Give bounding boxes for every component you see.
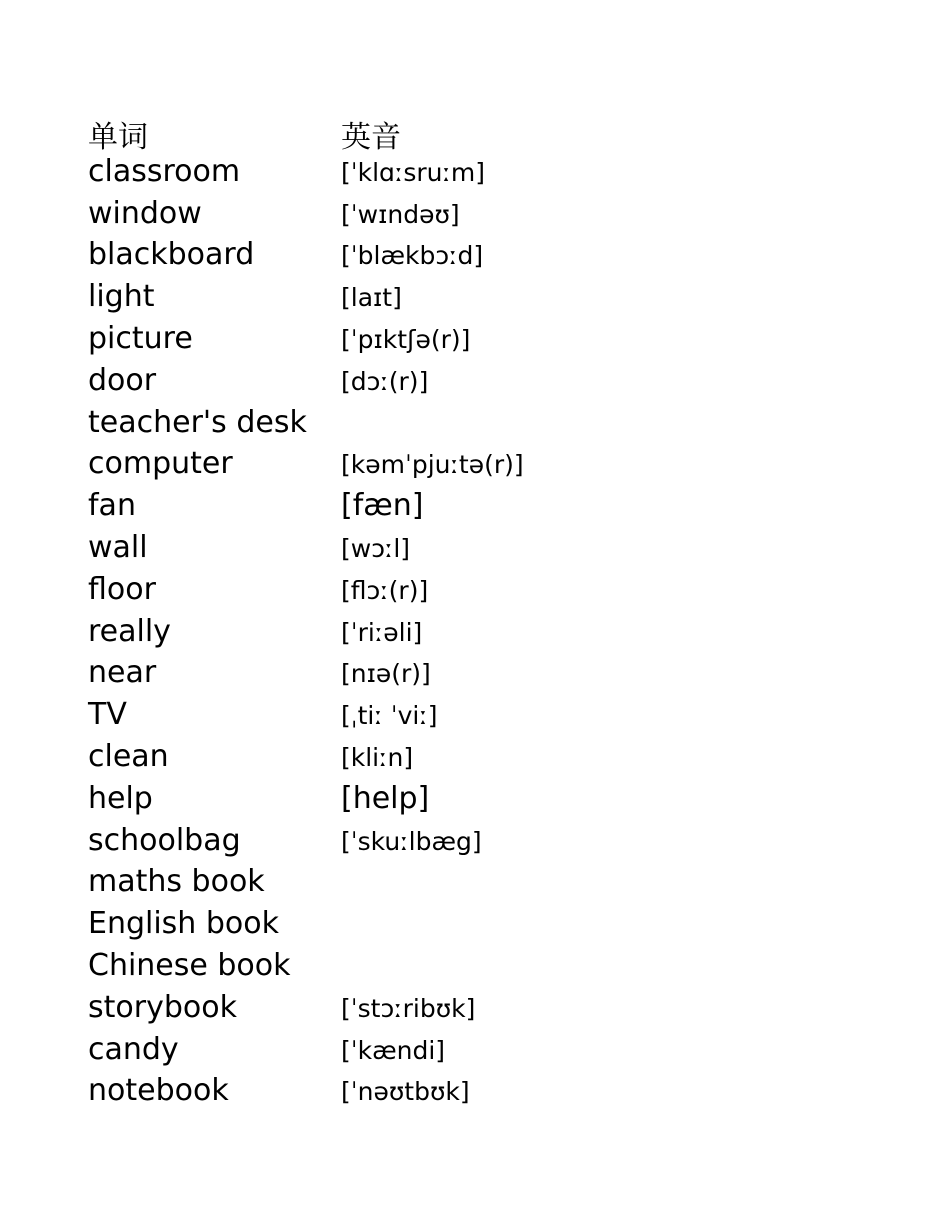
table-header	[88, 112, 524, 154]
ipa-cell: [ˌtiː ˈviː]	[341, 701, 438, 731]
table-row	[88, 739, 524, 781]
word-cell: computer	[88, 446, 233, 482]
table-row	[88, 990, 524, 1032]
word-cell: blackboard	[88, 237, 255, 273]
ipa-cell: [ˈwɪndəʊ]	[341, 199, 460, 229]
ipa-cell: [ˈstɔːribʊk]	[341, 993, 476, 1023]
word-cell: English book	[88, 906, 279, 942]
word-cell: candy	[88, 1031, 179, 1067]
table-row	[88, 405, 524, 447]
word-cell: classroom	[88, 153, 241, 189]
table-row	[88, 363, 524, 405]
ipa-cell: [ˈpɪktʃə(r)]	[341, 324, 471, 354]
word-cell: really	[88, 613, 171, 649]
word-cell: door	[88, 362, 157, 398]
word-cell: help	[88, 780, 153, 816]
ipa-column-header: 英音	[341, 120, 401, 155]
table-row	[88, 655, 524, 697]
ipa-cell: [ˈnəʊtbʊk]	[341, 1077, 470, 1107]
word-cell: window	[88, 195, 202, 231]
ipa-cell: [dɔː(r)]	[341, 366, 429, 396]
word-cell: wall	[88, 529, 148, 565]
table-row	[88, 781, 524, 823]
vocabulary-table	[88, 112, 524, 1115]
table-row	[88, 154, 524, 196]
ipa-cell: [wɔːl]	[341, 533, 411, 563]
table-row	[88, 948, 524, 990]
word-cell: light	[88, 279, 155, 315]
table-row	[88, 697, 524, 739]
ipa-cell: [ˈklɑːsruːm]	[341, 157, 486, 187]
table-row	[88, 572, 524, 614]
ipa-cell: [fæn]	[341, 488, 424, 524]
table-row	[88, 237, 524, 279]
word-cell: storybook	[88, 989, 237, 1025]
table-row	[88, 614, 524, 656]
word-cell: fan	[88, 488, 136, 524]
table-row	[88, 823, 524, 865]
table-row	[88, 1032, 524, 1074]
ipa-cell: [ˈkændi]	[341, 1035, 446, 1065]
table-row	[88, 1073, 524, 1115]
ipa-cell: [kliːn]	[341, 742, 414, 772]
word-cell: maths book	[88, 864, 265, 900]
table-row	[88, 279, 524, 321]
table-row	[88, 321, 524, 363]
ipa-cell: [ˈblækbɔːd]	[341, 241, 484, 271]
word-cell: teacher's desk	[88, 404, 307, 440]
word-cell: floor	[88, 571, 156, 607]
table-row	[88, 446, 524, 488]
table-row	[88, 488, 524, 530]
ipa-cell: [kəmˈpjuːtə(r)]	[341, 450, 524, 480]
word-column-header: 单词	[88, 120, 148, 155]
table-row	[88, 906, 524, 948]
word-cell: near	[88, 655, 157, 691]
word-cell: schoolbag	[88, 822, 241, 858]
table-row	[88, 530, 524, 572]
word-cell: Chinese book	[88, 947, 291, 983]
table-row	[88, 196, 524, 238]
word-cell: picture	[88, 320, 193, 356]
ipa-cell: [ˈriːəli]	[341, 617, 423, 647]
ipa-cell: [help]	[341, 780, 430, 816]
table-row	[88, 864, 524, 906]
word-cell: clean	[88, 738, 169, 774]
ipa-cell: [flɔː(r)]	[341, 575, 429, 605]
word-cell: notebook	[88, 1073, 229, 1109]
ipa-cell: [nɪə(r)]	[341, 659, 431, 689]
ipa-cell: [laɪt]	[341, 283, 402, 313]
ipa-cell: [ˈskuːlbæg]	[341, 826, 482, 856]
word-cell: TV	[88, 697, 127, 733]
